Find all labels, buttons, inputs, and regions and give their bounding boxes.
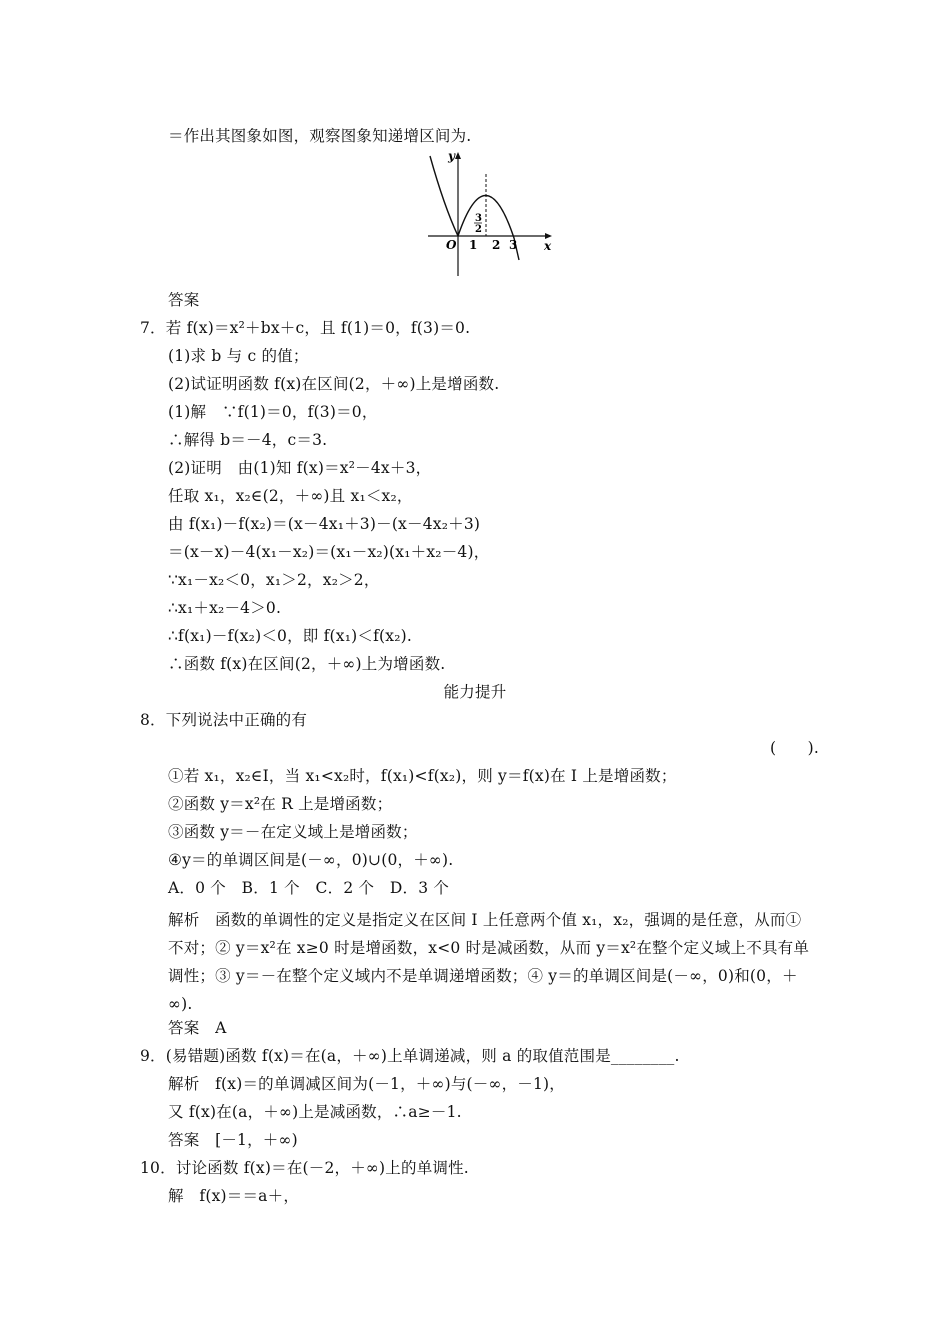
question-8-statement-3: ③函数 y＝－在定义域上是增函数； <box>168 823 418 841</box>
tick-label-2: 2 <box>492 238 501 252</box>
question-8-answer: 答案 A <box>168 1019 227 1037</box>
solution-line-8: ∴x₁＋x₂－4＞0. <box>168 599 282 617</box>
question-8: 8．下列说法中正确的有 <box>140 711 308 729</box>
question-8-statement-2: ②函数 y＝x²在 R 上是增函数； <box>168 795 393 813</box>
question-10-solution: 解 f(x)＝＝a＋， <box>168 1187 300 1205</box>
question-8-options: A．0 个 B．1 个 C．2 个 D．3 个 <box>168 879 450 897</box>
solution-line-1: (1)解 ∵f(1)＝0，f(3)＝0， <box>168 403 378 421</box>
solution-line-10: ∴函数 f(x)在区间(2，＋∞)上为增函数. <box>168 655 446 673</box>
question-8-statement-4: ④y＝的单调区间是(－∞，0)∪(0，＋∞). <box>168 851 454 869</box>
question-8-answer-blank: ( ). <box>770 739 820 757</box>
question-9-answer: 答案 [－1，＋∞) <box>168 1131 298 1149</box>
x-axis-label: x <box>544 239 552 253</box>
solution-line-6: ＝(x－x)－4(x₁－x₂)＝(x₁－x₂)(x₁＋x₂－4)， <box>168 543 490 561</box>
intro-line: ＝作出其图象如图，观察图象知递增区间为. <box>168 127 472 145</box>
section-heading: 能力提升 <box>443 683 507 701</box>
frac-denominator: 2 <box>475 224 482 235</box>
answer-6: 答案 <box>168 291 200 309</box>
question-7-part1: (1)求 b 与 c 的值； <box>168 347 309 365</box>
tick-label-3: 3 <box>509 238 518 252</box>
question-7-part2: (2)试证明函数 f(x)在区间(2，＋∞)上是增函数. <box>168 375 500 393</box>
question-8-statement-1: ①若 x₁，x₂∈I，当 x₁<x₂时，f(x₁)<f(x₂)，则 y＝f(x)在 I 上是增函数； <box>168 767 677 785</box>
origin-label: O <box>446 238 457 252</box>
solution-line-3: (2)证明 由(1)知 f(x)＝x²－4x＋3， <box>168 459 432 477</box>
question-7: 7．若 f(x)＝x²＋bx＋c，且 f(1)＝0，f(3)＝0. <box>140 319 471 337</box>
y-axis-label: y <box>448 149 455 163</box>
solution-line-4: 任取 x₁，x₂∈(2，＋∞)且 x₁＜x₂， <box>168 487 413 505</box>
function-graph <box>418 148 558 280</box>
frac-numerator: 3 <box>475 213 482 224</box>
solution-line-9: ∴f(x₁)－f(x₂)＜0，即 f(x₁)＜f(x₂). <box>168 627 413 645</box>
solution-line-2: ∴解得 b＝－4，c＝3. <box>168 431 328 449</box>
question-9-explanation-1: 解析 f(x)＝的单调减区间为(－1，＋∞)与(－∞，－1)， <box>168 1075 566 1093</box>
question-9: 9．(易错题)函数 f(x)＝在(a，＋∞)上单调递减，则 a 的取值范围是________. <box>140 1047 680 1065</box>
tick-label-1: 1 <box>469 238 478 252</box>
y-axis-arrow <box>455 152 461 159</box>
solution-line-5: 由 f(x₁)－f(x₂)＝(x－4x₁＋3)－(x－4x₂＋3) <box>168 515 481 533</box>
solution-line-7: ∵x₁－x₂＜0，x₁＞2，x₂＞2， <box>168 571 380 589</box>
question-10: 10．讨论函数 f(x)＝在(－2，＋∞)上的单调性. <box>140 1159 469 1177</box>
question-8-explanation: 解析 函数的单调性的定义是指定义在区间 I 上任意两个值 x₁，x₂，强调的是任意，从而①不对；② y＝x²在 x≥0 时是增函数，x<0 时是减函数，从而 y＝x²在整个定义域上不具有单调性；③ y＝－在整个定义域内不是单调递增函数；④ y＝的单调区间是(－∞，0)和(0，＋∞). <box>168 911 810 1013</box>
question-9-explanation-2: 又 f(x)在(a，＋∞)上是减函数，∴a≥－1. <box>168 1103 462 1121</box>
